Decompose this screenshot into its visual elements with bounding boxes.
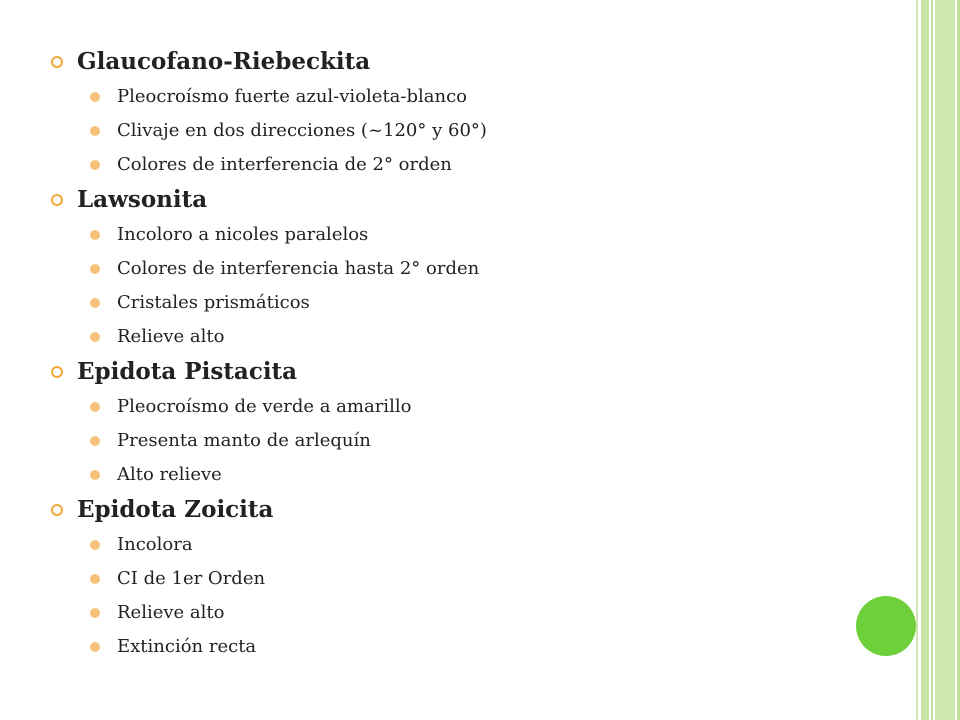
dot-bullet-icon <box>90 402 100 412</box>
dot-bullet-icon <box>90 160 100 170</box>
list-item <box>50 252 900 286</box>
dot-bullet-icon <box>90 470 100 480</box>
list-item-text: Relieve alto <box>117 326 225 347</box>
dot-bullet-icon <box>90 574 100 584</box>
list-item <box>50 80 900 114</box>
section-heading <box>50 354 900 390</box>
list-item-text: Colores de interferencia hasta 2° orden <box>117 258 480 279</box>
ring-bullet-icon <box>51 504 63 516</box>
bullet-list <box>50 390 900 492</box>
decorative-stripe <box>935 0 955 720</box>
list-item-text: Alto relieve <box>117 464 222 485</box>
list-item-text: Incoloro a nicoles paralelos <box>117 224 369 245</box>
decorative-stripe <box>921 0 929 720</box>
dot-bullet-icon <box>90 264 100 274</box>
section-title: Epidota Pistacita <box>77 358 298 385</box>
dot-bullet-icon <box>90 540 100 550</box>
decorative-stripe <box>931 0 933 720</box>
section-lawsonita <box>50 182 900 354</box>
slide-content <box>50 44 900 664</box>
list-item <box>50 424 900 458</box>
section-title: Epidota Zoicita <box>77 496 274 523</box>
list-item <box>50 458 900 492</box>
ring-bullet-icon <box>51 56 63 68</box>
list-item-text: Pleocroísmo fuerte azul-violeta-blanco <box>117 86 468 107</box>
list-item <box>50 630 900 664</box>
list-item <box>50 114 900 148</box>
section-title: Lawsonita <box>77 186 208 213</box>
dot-bullet-icon <box>90 92 100 102</box>
list-item <box>50 528 900 562</box>
section-heading <box>50 182 900 218</box>
list-item-text: Relieve alto <box>117 602 225 623</box>
list-item-text: Presenta manto de arlequín <box>117 430 371 451</box>
list-item <box>50 390 900 424</box>
list-item <box>50 562 900 596</box>
list-item <box>50 286 900 320</box>
dot-bullet-icon <box>90 436 100 446</box>
list-item-text: Cristales prismáticos <box>117 292 310 313</box>
section-heading <box>50 44 900 80</box>
list-item <box>50 148 900 182</box>
list-item-text: Clivaje en dos direcciones (~120° y 60°) <box>117 120 487 141</box>
bullet-list <box>50 80 900 182</box>
list-item-text: Extinción recta <box>117 636 257 657</box>
list-item-text: Incolora <box>117 534 193 555</box>
dot-bullet-icon <box>90 298 100 308</box>
list-item-text: CI de 1er Orden <box>117 568 266 589</box>
section-epidota-zoicita <box>50 492 900 664</box>
ring-bullet-icon <box>51 194 63 206</box>
dot-bullet-icon <box>90 642 100 652</box>
list-item <box>50 218 900 252</box>
section-epidota-pistacita <box>50 354 900 492</box>
list-item-text: Pleocroísmo de verde a amarillo <box>117 396 412 417</box>
ring-bullet-icon <box>51 366 63 378</box>
bullet-list <box>50 218 900 354</box>
dot-bullet-icon <box>90 608 100 618</box>
dot-bullet-icon <box>90 332 100 342</box>
dot-bullet-icon <box>90 230 100 240</box>
list-item <box>50 596 900 630</box>
decorative-stripe <box>916 0 918 720</box>
section-title: Glaucofano-Riebeckita <box>77 48 371 75</box>
dot-bullet-icon <box>90 126 100 136</box>
section-heading <box>50 492 900 528</box>
list-item <box>50 320 900 354</box>
list-item-text: Colores de interferencia de 2° orden <box>117 154 452 175</box>
section-glaucofano <box>50 44 900 182</box>
bullet-list <box>50 528 900 664</box>
